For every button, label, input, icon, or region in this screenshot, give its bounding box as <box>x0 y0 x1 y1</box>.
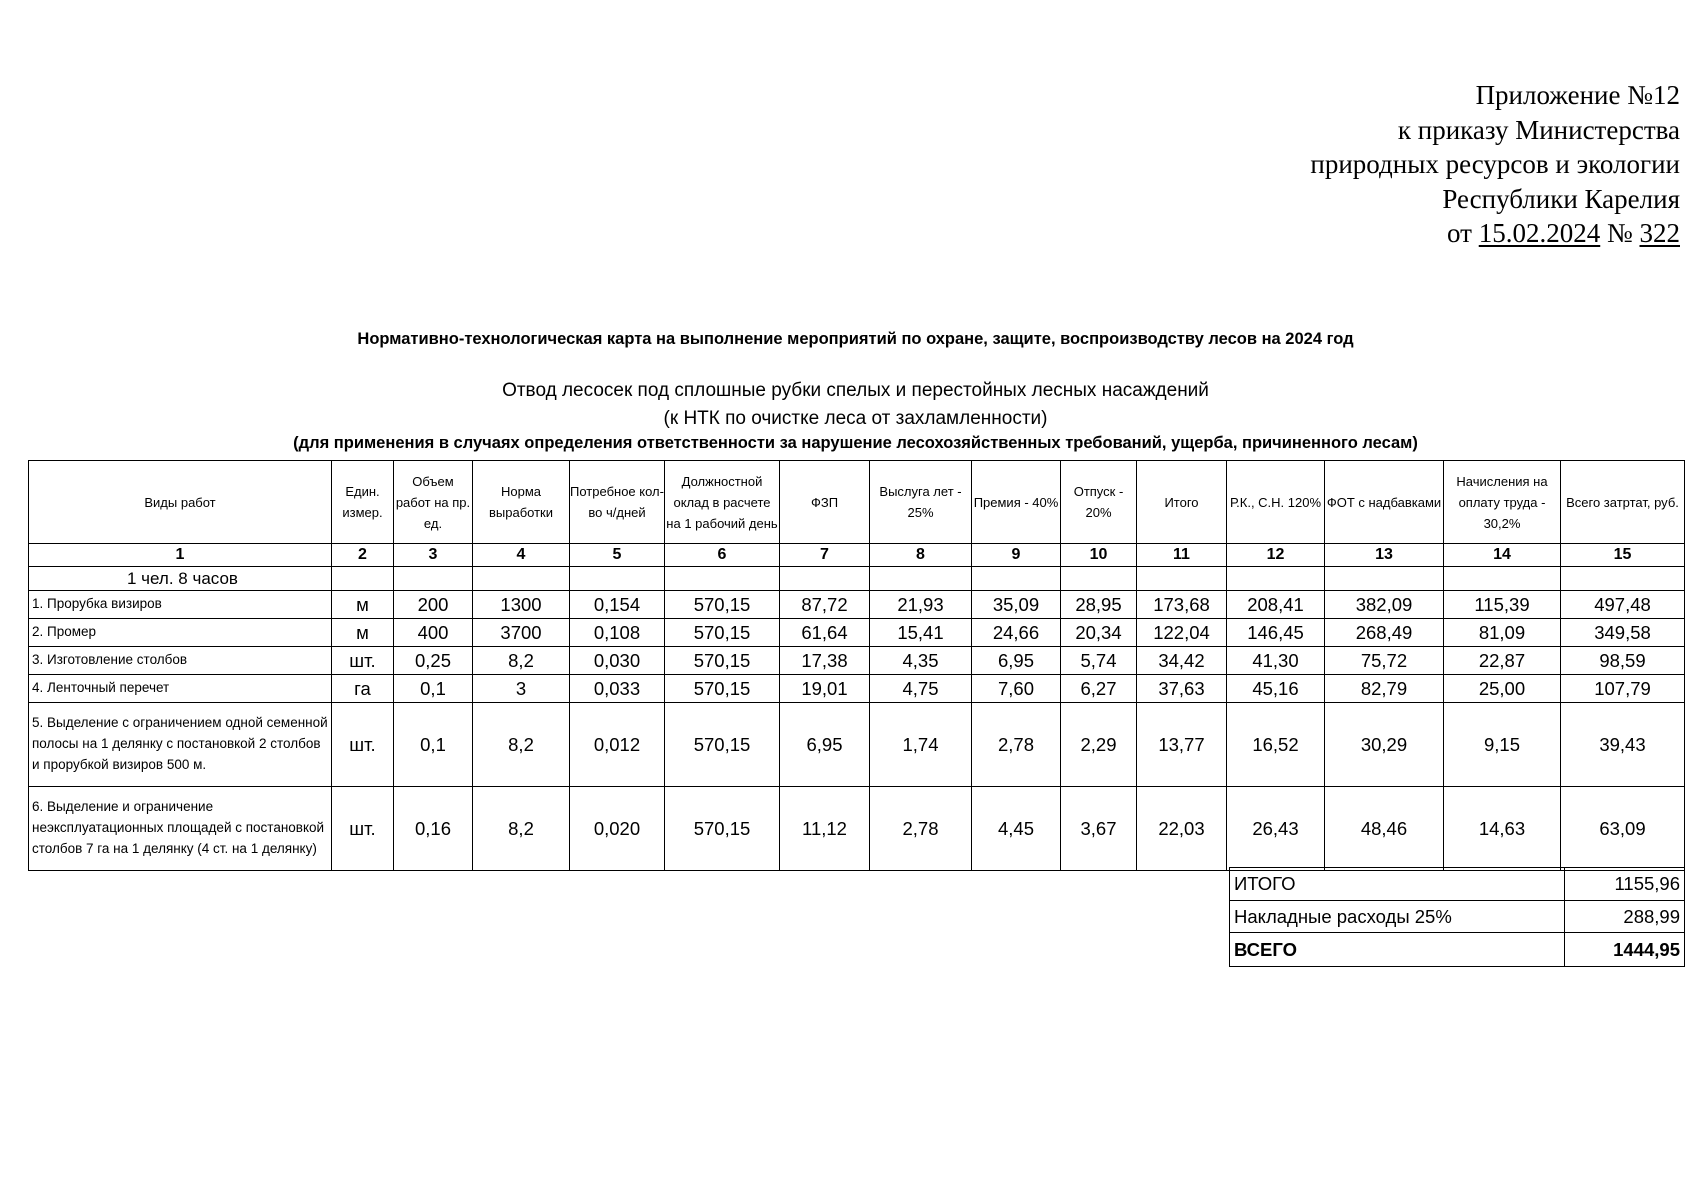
table-cell: 0,1 <box>394 703 473 787</box>
table-cell: 24,66 <box>972 619 1061 647</box>
table-row <box>29 703 1685 787</box>
column-header: Итого <box>1137 461 1227 544</box>
table-cell: 82,79 <box>1325 675 1444 703</box>
table-cell: 2,78 <box>972 703 1061 787</box>
date-prefix: от <box>1447 218 1472 248</box>
appendix-line: к приказу Министерства <box>1397 114 1680 145</box>
table-cell: 3 <box>473 675 570 703</box>
table-row <box>29 591 1685 619</box>
table-cell: 22,03 <box>1137 787 1227 871</box>
empty-cell <box>332 567 394 591</box>
header-row <box>29 461 1685 544</box>
work-type-cell: 3. Изготовление столбов <box>29 647 332 675</box>
appendix-date-line <box>1120 216 1680 251</box>
empty-cell <box>1227 567 1325 591</box>
table-cell: 349,58 <box>1561 619 1685 647</box>
document-title: Нормативно-технологическая карта на выполнение мероприятий по охране, защите, воспроизводству лесов на 2024 год <box>357 330 1354 348</box>
appendix-line: природных ресурсов и экологии <box>1310 149 1680 179</box>
table-cell: 61,64 <box>780 619 870 647</box>
totals-row-itogo <box>1230 868 1685 901</box>
empty-cell <box>570 567 665 591</box>
totals-row-overhead <box>1230 901 1685 933</box>
table-cell: 1300 <box>473 591 570 619</box>
table-cell: 20,34 <box>1061 619 1137 647</box>
table-cell: м <box>332 591 394 619</box>
table-cell: 570,15 <box>665 787 780 871</box>
table-cell: 37,63 <box>1137 675 1227 703</box>
table-row <box>29 675 1685 703</box>
document-applicability-note: (для применения в случаях определения ответственности за нарушение лесохозяйственных требований, ущерба, причиненного лесам) <box>293 434 1418 452</box>
column-header: Должностной оклад в расчете на 1 рабочий день <box>665 461 780 544</box>
work-type-cell: 6. Выделение и ограничение неэксплуатационных площадей с постановкой столбов 7 га на 1 делянку (4 ст. на 1 делянку) <box>29 787 332 871</box>
table-cell: 7,60 <box>972 675 1061 703</box>
totals-table <box>1229 867 1685 967</box>
table-cell: 0,1 <box>394 675 473 703</box>
column-header: Отпуск - 20% <box>1061 461 1137 544</box>
column-header: Потребное кол-во ч/дней <box>570 461 665 544</box>
vsego-value: 1444,95 <box>1565 933 1685 967</box>
column-number: 7 <box>780 544 870 567</box>
column-number: 15 <box>1561 544 1685 567</box>
table-cell: 0,030 <box>570 647 665 675</box>
column-number-row <box>29 544 1685 567</box>
table-cell: га <box>332 675 394 703</box>
column-header: Норма выработки <box>473 461 570 544</box>
work-type-cell: 2. Промер <box>29 619 332 647</box>
table-cell: 570,15 <box>665 591 780 619</box>
table-cell: 48,46 <box>1325 787 1444 871</box>
column-number: 12 <box>1227 544 1325 567</box>
column-number: 9 <box>972 544 1061 567</box>
empty-cell <box>473 567 570 591</box>
column-header: Един. измер. <box>332 461 394 544</box>
table-cell: 570,15 <box>665 675 780 703</box>
appendix-line: Республики Карелия <box>1442 183 1680 214</box>
order-number: 322 <box>1639 218 1680 248</box>
column-number: 5 <box>570 544 665 567</box>
table-cell: 0,012 <box>570 703 665 787</box>
empty-cell <box>1561 567 1685 591</box>
table-cell: 0,154 <box>570 591 665 619</box>
table-cell: 0,16 <box>394 787 473 871</box>
table-cell: 122,04 <box>1137 619 1227 647</box>
empty-cell <box>1444 567 1561 591</box>
column-number: 1 <box>29 544 332 567</box>
work-type-cell: 1. Прорубка визиров <box>29 591 332 619</box>
table-cell: 9,15 <box>1444 703 1561 787</box>
table-cell: 5,74 <box>1061 647 1137 675</box>
vsego-label: ВСЕГО <box>1230 933 1565 967</box>
empty-cell <box>780 567 870 591</box>
column-header: Начисления на оплату труда - 30,2% <box>1444 461 1561 544</box>
table-cell: 26,43 <box>1227 787 1325 871</box>
table-cell: шт. <box>332 787 394 871</box>
table-cell: 41,30 <box>1227 647 1325 675</box>
table-cell: 14,63 <box>1444 787 1561 871</box>
table-cell: 81,09 <box>1444 619 1561 647</box>
itogo-value: 1155,96 <box>1565 868 1685 901</box>
column-number: 3 <box>394 544 473 567</box>
empty-cell <box>972 567 1061 591</box>
document-subtitle-note: (к НТК по очистке леса от захламленности) <box>663 408 1048 429</box>
empty-cell <box>665 567 780 591</box>
table-row <box>29 619 1685 647</box>
column-number: 4 <box>473 544 570 567</box>
crew-label: 1 чел. 8 часов <box>29 567 332 591</box>
table-cell: 75,72 <box>1325 647 1444 675</box>
table-cell: 6,27 <box>1061 675 1137 703</box>
column-number: 13 <box>1325 544 1444 567</box>
column-header: Премия - 40% <box>972 461 1061 544</box>
column-number: 6 <box>665 544 780 567</box>
table-cell: 28,95 <box>1061 591 1137 619</box>
table-cell: 8,2 <box>473 787 570 871</box>
empty-cell <box>870 567 972 591</box>
table-cell: 39,43 <box>1561 703 1685 787</box>
table-cell: 570,15 <box>665 647 780 675</box>
table-cell: шт. <box>332 647 394 675</box>
table-cell: 208,41 <box>1227 591 1325 619</box>
itogo-label: ИТОГО <box>1230 868 1565 901</box>
column-header: Р.К., С.Н. 120% <box>1227 461 1325 544</box>
table-cell: 497,48 <box>1561 591 1685 619</box>
empty-cell <box>1325 567 1444 591</box>
empty-cell <box>1061 567 1137 591</box>
table-row <box>29 787 1685 871</box>
column-number: 14 <box>1444 544 1561 567</box>
overhead-label: Накладные расходы 25% <box>1230 901 1565 933</box>
table-cell: 400 <box>394 619 473 647</box>
table-cell: 11,12 <box>780 787 870 871</box>
table-cell: 15,41 <box>870 619 972 647</box>
table-cell: 173,68 <box>1137 591 1227 619</box>
table-cell: 4,35 <box>870 647 972 675</box>
subheader-row <box>29 567 1685 591</box>
ntk-table <box>28 460 1685 871</box>
table-cell: 35,09 <box>972 591 1061 619</box>
table-cell: 0,033 <box>570 675 665 703</box>
work-type-cell: 5. Выделение с ограничением одной семенной полосы на 1 делянку с постановкой 2 столбов и прорубкой визиров 500 м. <box>29 703 332 787</box>
table-row <box>29 647 1685 675</box>
table-cell: 107,79 <box>1561 675 1685 703</box>
overhead-value: 288,99 <box>1565 901 1685 933</box>
table-cell: 13,77 <box>1137 703 1227 787</box>
table-cell: 0,108 <box>570 619 665 647</box>
table-cell: 22,87 <box>1444 647 1561 675</box>
table-cell: 0,25 <box>394 647 473 675</box>
table-cell: 146,45 <box>1227 619 1325 647</box>
table-cell: 98,59 <box>1561 647 1685 675</box>
table-cell: 16,52 <box>1227 703 1325 787</box>
column-number: 10 <box>1061 544 1137 567</box>
column-header: Объем работ на пр. ед. <box>394 461 473 544</box>
table-cell: 8,2 <box>473 647 570 675</box>
column-header: Выслуга лет - 25% <box>870 461 972 544</box>
column-header: Всего затртат, руб. <box>1561 461 1685 544</box>
table-cell: 6,95 <box>972 647 1061 675</box>
number-sign: № <box>1606 218 1633 248</box>
table-cell: 30,29 <box>1325 703 1444 787</box>
appendix-block <box>1120 78 1680 251</box>
table-cell: 2,29 <box>1061 703 1137 787</box>
totals-row-vsego <box>1230 933 1685 967</box>
table-cell: 87,72 <box>780 591 870 619</box>
table-cell: 570,15 <box>665 619 780 647</box>
column-number: 2 <box>332 544 394 567</box>
table-cell: 17,38 <box>780 647 870 675</box>
table-cell: 4,45 <box>972 787 1061 871</box>
column-header: Виды работ <box>29 461 332 544</box>
table-cell: 0,020 <box>570 787 665 871</box>
document-subtitle: Отвод лесосек под сплошные рубки спелых и перестойных лесных насаждений <box>502 380 1209 401</box>
table-cell: шт. <box>332 703 394 787</box>
table-cell: 382,09 <box>1325 591 1444 619</box>
column-number: 11 <box>1137 544 1227 567</box>
empty-cell <box>394 567 473 591</box>
table-cell: 115,39 <box>1444 591 1561 619</box>
table-cell: 8,2 <box>473 703 570 787</box>
table-cell: 21,93 <box>870 591 972 619</box>
work-type-cell: 4. Ленточный перечет <box>29 675 332 703</box>
table-cell: м <box>332 619 394 647</box>
appendix-line: Приложение №12 <box>1475 80 1680 110</box>
table-cell: 4,75 <box>870 675 972 703</box>
column-header: ФОТ с надбавками <box>1325 461 1444 544</box>
table-cell: 45,16 <box>1227 675 1325 703</box>
table-cell: 268,49 <box>1325 619 1444 647</box>
empty-cell <box>1137 567 1227 591</box>
order-date: 15.02.2024 <box>1478 218 1601 248</box>
table-cell: 200 <box>394 591 473 619</box>
table-cell: 1,74 <box>870 703 972 787</box>
column-number: 8 <box>870 544 972 567</box>
table-cell: 570,15 <box>665 703 780 787</box>
table-cell: 3700 <box>473 619 570 647</box>
table-cell: 34,42 <box>1137 647 1227 675</box>
table-cell: 2,78 <box>870 787 972 871</box>
table-cell: 19,01 <box>780 675 870 703</box>
column-header: ФЗП <box>780 461 870 544</box>
table-cell: 25,00 <box>1444 675 1561 703</box>
table-cell: 6,95 <box>780 703 870 787</box>
table-cell: 63,09 <box>1561 787 1685 871</box>
table-cell: 3,67 <box>1061 787 1137 871</box>
